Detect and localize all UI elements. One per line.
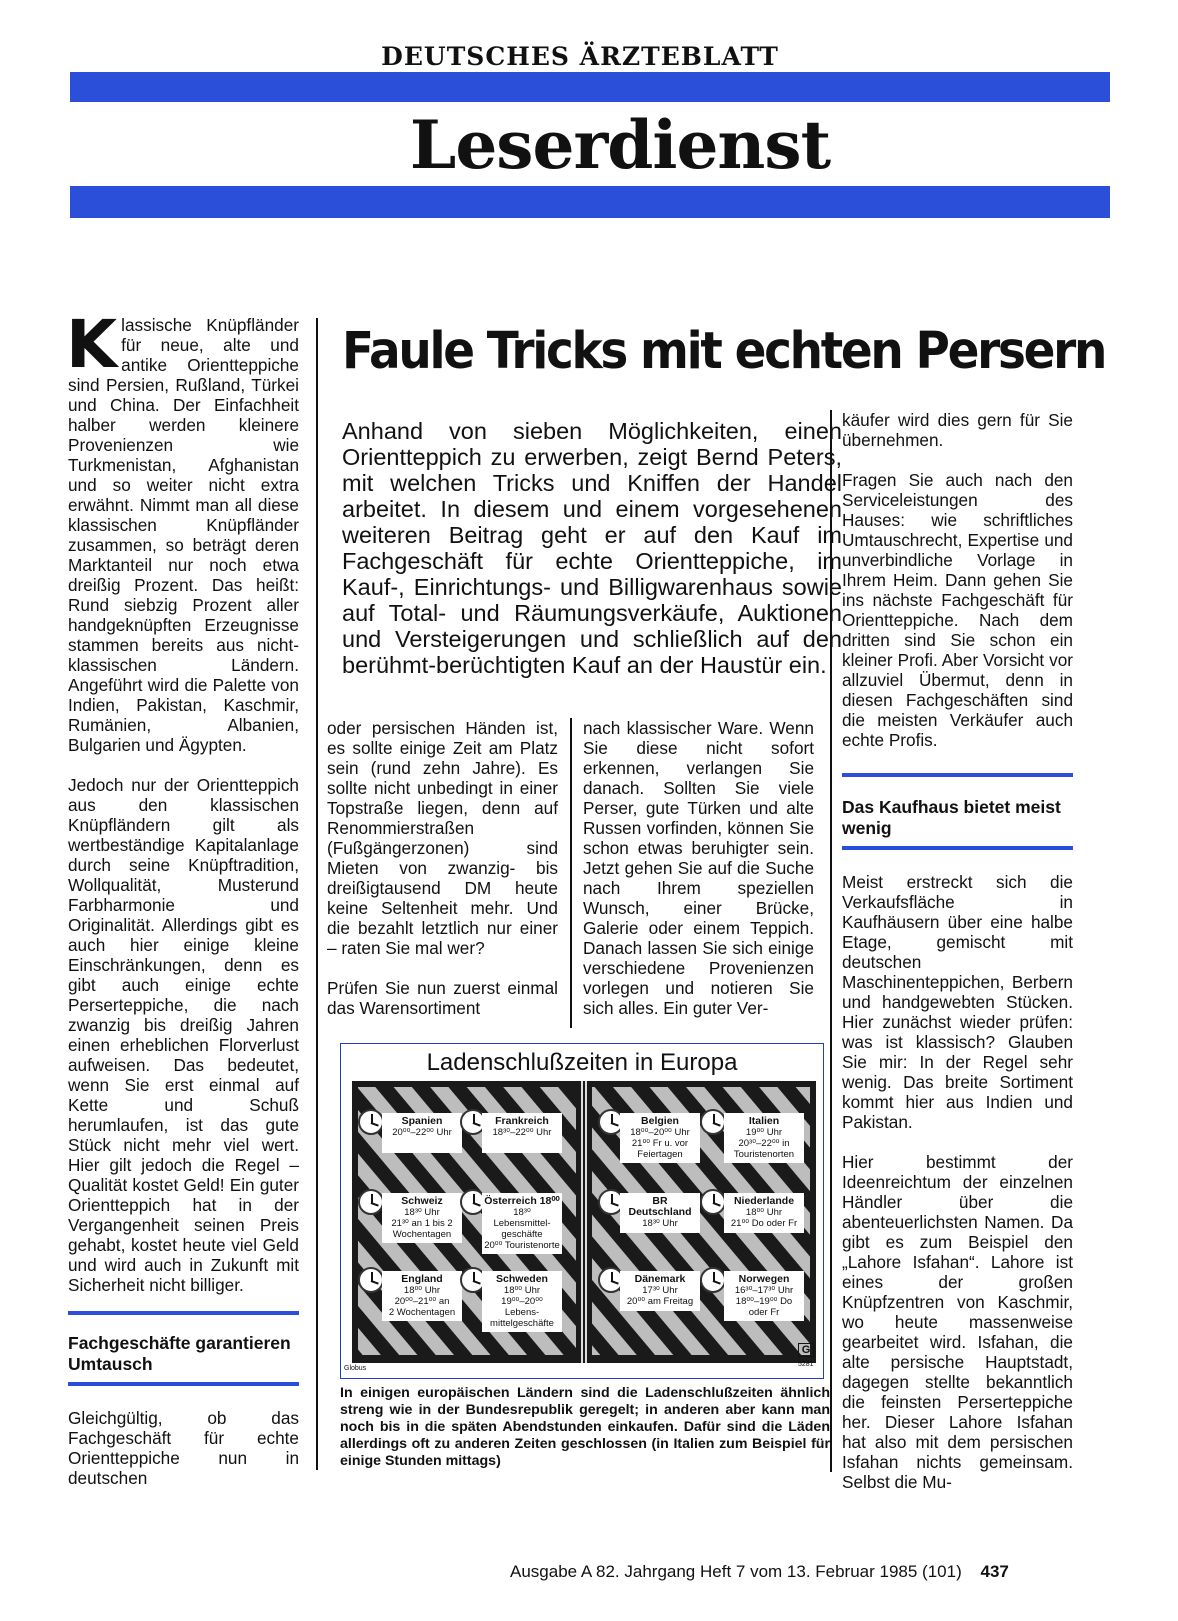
- column-rule-middle: [570, 718, 572, 1028]
- closing-time: Feiertagen: [637, 1149, 683, 1160]
- closing-time: 18⁰⁰ Uhr: [503, 1285, 541, 1296]
- closing-time: 16³⁰–17³⁰ Uhr: [734, 1285, 794, 1296]
- left-subhead-rule-top: [68, 1311, 299, 1315]
- closing-time: 18³⁰–22⁰⁰ Uhr: [492, 1127, 552, 1138]
- country-hours-box: [724, 1193, 804, 1233]
- globus-logo-icon: G: [798, 1343, 814, 1357]
- closing-time: 20⁰⁰–22⁰⁰ Uhr: [392, 1127, 452, 1138]
- article-headline: Faule Tricks mit echten Persern: [342, 322, 1106, 381]
- country-name: Italien: [748, 1115, 780, 1127]
- closing-time: geschäfte: [501, 1229, 543, 1240]
- middle-column-1-paragraph-1: oder persischen Händen ist, es sollte einige Zeit am Platz sein (rund zehn Jahre). Es sollte nicht unbedingt in einer Topstraße liegen, denn auf Renommierstraßen (Fußgängerzonen) sind Mieten von zwanzig- bis dreißigtausend DM heute keine Seltenheit mehr. Und die bezahlt letztlich nur einer – raten Sie mal wer?: [327, 718, 558, 958]
- left-paragraph-1-text: lassische Knüpfländer für neue, alte und antike Orientteppiche sind Persien, Rußland, Türkei und China. Der Einfachheit halber werden kleinere Provenienzen wie Turkmenistan, Afghanistan und so weiter nicht extra erwähnt. Nimmt man all diese klassischen Knüpfländer zusammen, so beträgt deren Marktanteil nur noch etwa dreißig Prozent. Das heißt: Rund siebzig Prozent aller handgeknüpften Erzeugnisse stammen bereits aus nicht-klassischen Ländern. Angeführt wird die Palette von Indien, Pakistan, Kaschmir, Rumänien, Albanien, Bulgarien und Ägypten.: [68, 315, 299, 755]
- masthead: DEUTSCHES ÄRZTEBLATT: [381, 42, 779, 71]
- figure-title: Ladenschlußzeiten in Europa: [426, 1049, 738, 1076]
- country-hours-box: [724, 1271, 804, 1321]
- page-footer: [510, 1562, 1110, 1582]
- closing-time: 18⁰⁰–20⁰⁰ Uhr: [630, 1127, 690, 1138]
- country-hours-box: [620, 1113, 700, 1163]
- country-name: Frankreich: [495, 1115, 549, 1127]
- middle-column-2: nach klassischer Ware. Wenn Sie diese nicht sofort erkennen, verlangen Sie danach. Sollten Sie viele Perser, gute Türken und alte Russen vorfinden, können Sie schon etwas beruhigter sein. Jetzt gehen Sie auf die Suche nach Ihrem speziellen Wunsch, einer Brücke, Galerie oder einem Teppich. Danach lassen Sie sich einige verschiedene Provenienzen vorlegen und notieren Sie sich alles. Ein guter Ver-: [583, 718, 814, 1018]
- header-band-bottom: [70, 186, 1110, 218]
- middle-column-1: [327, 718, 558, 1018]
- article-lead: Anhand von sieben Möglichkeiten, einen Orientteppich zu erwerben, zeigt Bernd Peters, mit welchen Tricks und Kniffen der Handel arbeitet. In diesem und einem vorgesehenen weiteren Beitrag geht er auf den Kauf im Fachgeschäft für echte Orientteppiche, im Kauf-, Einrichtungs- und Billigwarenhaus sowie auf Total- und Räumungsverkäufe, Auktionen und Versteigerungen und schließlich auf den berühmt-berüchtigten Kauf an der Haustür ein.: [342, 418, 842, 678]
- right-column: [842, 410, 1073, 750]
- closing-time: mittelgeschäfte: [490, 1318, 554, 1329]
- section-title: Leserdienst: [409, 106, 831, 184]
- country-hours-box: [620, 1193, 700, 1233]
- country-hours-box: [620, 1271, 700, 1311]
- right-paragraph-1: käufer wird dies gern für Sie übernehmen.: [842, 410, 1073, 450]
- right-subhead-rule-top: [842, 773, 1073, 777]
- right-paragraph-4: Hier bestimmt der Ideenreichtum der einzelnen Händler über die abenteuerlichsten Namen. Da gibt es zum Beispiel den „Lahore Isfahan“. Lahore ist eines der großen Knüpfzentren von Kaschmir, wo heute massenweise gearbeitet wird. Isfahan, die alte persische Hauptstadt, dagegen stellte bekanntlich die feinsten Perserteppiche her. Dieser Lahore Isfahan hat also mit dem persischen Isfahan nichts gemeinsam. Selbst die Mu-: [842, 1152, 1073, 1492]
- country-name: BR Deutschland: [628, 1195, 692, 1218]
- shop-window-illustration: [352, 1081, 816, 1363]
- right-column-lower: [842, 872, 1073, 1492]
- closing-time: 18³⁰ Uhr: [404, 1207, 440, 1218]
- column-rule-left: [316, 318, 318, 1470]
- page-number: 437: [980, 1562, 1009, 1581]
- closing-time: Touristenorten: [733, 1149, 795, 1160]
- clock-icon: [358, 1267, 384, 1293]
- closing-time: 18³⁰ Uhr: [642, 1218, 678, 1229]
- left-subhead: Fachgeschäfte garantieren Umtausch: [68, 1333, 291, 1374]
- closing-time: 18³⁰ Lebensmittel-: [493, 1207, 551, 1229]
- clock-icon: [358, 1189, 384, 1215]
- closing-time: 19⁰⁰ Uhr: [745, 1127, 783, 1138]
- closing-time: Wochentagen: [392, 1229, 452, 1240]
- closing-time: 18⁰⁰ Uhr: [745, 1207, 783, 1218]
- closing-time: 18⁰⁰–19⁰⁰ Do: [735, 1296, 793, 1307]
- closing-time: 21³⁰ an 1 bis 2: [391, 1218, 453, 1229]
- closing-time: 20⁰⁰ am Freitag: [626, 1296, 694, 1307]
- shop-hours-figure: [340, 1043, 826, 1383]
- country-hours-box: [724, 1113, 804, 1163]
- left-column: [66, 306, 299, 1295]
- right-subhead-rule-bottom: [842, 846, 1073, 850]
- left-paragraph-1: [66, 306, 299, 755]
- left-paragraph-3: Gleichgültig, ob das Fachgeschäft für echte Orientteppiche nun in deutschen: [68, 1408, 299, 1488]
- closing-time: 18⁰⁰ Uhr: [403, 1285, 441, 1296]
- dropcap: K: [66, 306, 118, 383]
- left-paragraph-2: Jedoch nur der Orientteppich aus den klassischen Knüpfländern gilt als wertbeständige Kapitalanlage durch seine Knüpftradition, Wollqualität, Musterund Farbharmonie und Originalität. Allerdings gibt es auch hier einige kleine Einschränkungen, denn es gibt auch einige echte Perserteppiche, die nach zwanzig bis dreißig Jahren einen erheblichen Florverlust aufweisen. Das bedeutet, wenn Sie erst einmal auf Kette und Schuß herumlaufen, ist das gute Stück nicht mehr viel wert. Hier gilt jedoch die Regel – Qualität kostet Geld! Ein guter Orientteppich hat in der Vergangenheit seinen Preis gehabt, kostet heute viel Geld und wird auch in Zukunft mit Sicherheit nicht billiger.: [68, 775, 299, 1295]
- closing-time: 20³⁰–22⁰⁰ in: [738, 1138, 790, 1149]
- right-subhead: Das Kaufhaus bietet meist wenig: [842, 797, 1061, 838]
- figure-source: Globus: [344, 1365, 367, 1372]
- country-name: Niederlande: [733, 1195, 795, 1207]
- country-name: Schweden: [496, 1273, 548, 1285]
- country-hours-box: [482, 1113, 562, 1153]
- country-name: Dänemark: [634, 1273, 686, 1285]
- figure-caption: In einigen europäischen Ländern sind die Ladenschlußzeiten ähnlich streng wie in der Bundesrepublik geregelt; in anderen aber kann man noch bis in die späten Abendstunden einkaufen. Dafür sind die Läden allerdings oft zu anderen Zeiten geschlossen (in Italien zum Beispiel für einige Stunden mittags): [340, 1385, 830, 1469]
- closing-time: 21⁰⁰ Fr u. vor: [631, 1138, 689, 1149]
- clock-icon: [700, 1189, 726, 1215]
- closing-time: oder Fr: [748, 1307, 780, 1318]
- country-hours-box: [382, 1113, 462, 1153]
- left-subhead-rule-bottom: [68, 1382, 299, 1386]
- country-name: England: [401, 1273, 443, 1285]
- country-name: Norwegen: [738, 1273, 790, 1285]
- closing-time: 2 Wochentagen: [388, 1307, 456, 1318]
- country-name: Schweiz: [401, 1195, 443, 1207]
- country-name: Österreich 18⁰⁰: [484, 1195, 560, 1207]
- clock-icon: [700, 1267, 726, 1293]
- country-hours-box: [482, 1271, 562, 1332]
- closing-time: 20⁰⁰–21⁰⁰ an: [394, 1296, 450, 1307]
- figure-code: 5281: [798, 1361, 814, 1368]
- closing-time: 19⁰⁰–20⁰⁰ Lebens-: [501, 1296, 543, 1318]
- country-hours-box: [382, 1271, 462, 1321]
- closing-time: 17³⁰ Uhr: [642, 1285, 678, 1296]
- closing-time: 21⁰⁰ Do oder Fr: [730, 1218, 798, 1229]
- clock-icon: [700, 1109, 726, 1135]
- issue-info: Ausgabe A 82. Jahrgang Heft 7 vom 13. Februar 1985 (101): [510, 1562, 962, 1581]
- country-name: Spanien: [401, 1115, 443, 1127]
- clock-icon: [358, 1109, 384, 1135]
- country-hours-box: [482, 1193, 562, 1254]
- middle-column-1-paragraph-2: Prüfen Sie nun zuerst einmal das Warensortiment: [327, 978, 558, 1018]
- header-band-top: [70, 72, 1110, 102]
- country-name: Belgien: [641, 1115, 679, 1127]
- closing-time: 20⁰⁰ Touristenorte: [484, 1240, 560, 1251]
- right-paragraph-3: Meist erstreckt sich die Verkaufsfläche in Kaufhäusern über eine halbe Etage, gemischt mit deutschen Maschinenteppichen, Berbern und handgewebten Stücken. Hier zunächst wieder prüfen: was ist klassisch? Glauben Sie mir: In der Regel sehr wenig. Das breite Sortiment kommt hier aus Indien und Pakistan.: [842, 872, 1073, 1132]
- country-hours-box: [382, 1193, 462, 1243]
- right-paragraph-2: Fragen Sie auch nach den Serviceleistungen des Hauses: wie schriftliches Umtauschrecht, Expertise und unverbindliche Vorlage in Ihrem Heim. Dann gehen Sie ins nächste Fachgeschäft für Orientteppiche. Nach dem dritten sind Sie schon ein kleiner Profi. Aber Vorsicht vor allzuviel Übermut, denn in diesen Fachgeschäften sind die meisten Verkäufer auch echte Profis.: [842, 470, 1073, 750]
